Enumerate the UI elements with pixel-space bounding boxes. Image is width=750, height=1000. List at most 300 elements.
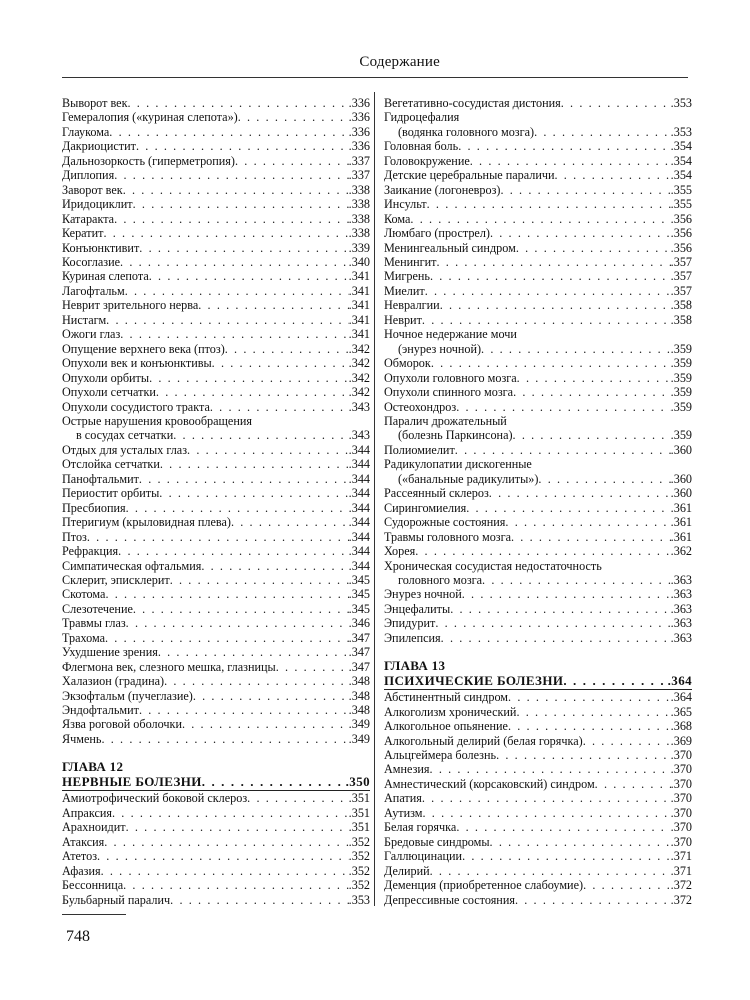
toc-entry[interactable]: [384, 269, 692, 283]
toc-entry-title: Халазион (градина): [62, 674, 165, 689]
leader-dots: [430, 269, 671, 283]
toc-entry-page: .347: [348, 645, 370, 660]
toc-entry-title: Куриная слепота: [62, 269, 149, 284]
leader-dots: [101, 864, 349, 878]
toc-entry-title: Миелит: [384, 283, 425, 298]
toc-entry-title: Опухоли головного мозга: [384, 370, 517, 385]
toc-entry-title: Энцефалиты: [384, 601, 451, 616]
toc-entry-page: .370: [670, 748, 692, 763]
toc-entry-title: Неврит зрительного нерва: [62, 298, 199, 313]
toc-entry-title-cont: в сосудах сетчатки: [76, 428, 174, 443]
toc-entry[interactable]: [384, 893, 692, 907]
leader-dots: [456, 400, 670, 414]
toc-entry[interactable]: [62, 573, 370, 587]
leader-dots: [128, 96, 349, 110]
toc-entry-title: Остеохондроз: [384, 399, 457, 414]
leader-dots: [563, 673, 667, 689]
toc-entry-title: Судорожные состояния: [384, 515, 506, 530]
leader-dots: [87, 530, 349, 544]
leader-dots: [126, 820, 349, 834]
toc-entry[interactable]: [62, 674, 370, 688]
toc-entry[interactable]: [384, 168, 692, 182]
toc-entry[interactable]: [62, 689, 370, 703]
toc-entry-page: .358: [670, 312, 692, 327]
leader-dots: [482, 573, 671, 587]
toc-entry-page: .353: [670, 96, 692, 110]
toc-entry[interactable]: [62, 212, 370, 226]
toc-entry[interactable]: [384, 748, 692, 762]
toc-entry-title: Амнестический (корсаковский) синдром: [384, 776, 595, 791]
toc-entry[interactable]: [384, 241, 692, 255]
toc-entry-title: Опухоли орбиты: [62, 370, 150, 385]
toc-entry[interactable]: [62, 457, 370, 471]
toc-entry-title: Обморок: [384, 356, 431, 371]
toc-entry[interactable]: [62, 197, 370, 211]
toc-entry[interactable]: [384, 197, 692, 211]
toc-entry[interactable]: [384, 428, 692, 442]
toc-entry-page: .339: [348, 240, 370, 255]
toc-entry[interactable]: [62, 602, 370, 616]
toc-entry[interactable]: [384, 125, 692, 139]
toc-entry-page: .352: [348, 863, 370, 878]
toc-entry-page: .370: [670, 791, 692, 806]
leader-dots: [508, 690, 671, 704]
toc-entry[interactable]: [384, 777, 692, 791]
toc-entry-title-cont: («банальные радикулиты»): [398, 471, 539, 486]
leader-dots: [139, 703, 349, 717]
toc-entry-title: Мигрень: [384, 269, 430, 284]
toc-entry-page: .351: [348, 805, 370, 820]
toc-entry[interactable]: [384, 284, 692, 298]
toc-entry-title: Отслойка сетчатки: [62, 457, 160, 472]
leader-dots: [538, 472, 670, 486]
leader-dots: [97, 849, 349, 863]
toc-entry[interactable]: [384, 820, 692, 834]
leader-dots: [511, 530, 671, 544]
toc-entry[interactable]: [62, 96, 370, 110]
toc-entry-title: Опущение верхнего века (птоз): [62, 341, 225, 356]
toc-entry-page: .341: [348, 327, 370, 342]
leader-dots: [410, 212, 670, 226]
toc-entry[interactable]: [384, 226, 692, 240]
toc-entry-page: .359: [670, 341, 692, 356]
toc-entry-title: Опухоли спинного мозга: [384, 385, 514, 400]
toc-entry-title: Алкогольное опьянение: [384, 719, 508, 734]
toc-entry-page: .344: [348, 457, 370, 472]
toc-entry-title: Гидроцефалия: [384, 110, 460, 125]
toc-entry-title: Атаксия: [62, 834, 105, 849]
leader-dots: [435, 616, 670, 630]
leader-dots: [437, 255, 671, 269]
toc-entry[interactable]: [384, 96, 692, 110]
leader-dots: [423, 806, 671, 820]
toc-entry[interactable]: [384, 154, 692, 168]
toc-entry-title: Дакриоцистит: [62, 139, 136, 154]
toc-entry-title: Радикулопатии дискогенные: [384, 457, 532, 472]
toc-entry[interactable]: [62, 125, 370, 139]
leader-dots: [481, 342, 671, 356]
leader-dots: [508, 719, 671, 733]
toc-entry[interactable]: [62, 356, 370, 370]
toc-entry-title: Алкогольный делирий (белая горячка): [384, 733, 583, 748]
leader-dots: [164, 674, 349, 688]
toc-entry[interactable]: [62, 183, 370, 197]
leader-dots: [456, 820, 670, 834]
chapter-title[interactable]: [62, 774, 370, 791]
toc-entry[interactable]: [62, 660, 370, 674]
toc-entry-title: Травмы глаз: [62, 616, 126, 631]
toc-entry[interactable]: [384, 835, 692, 849]
toc-entry-page: .361: [670, 529, 692, 544]
toc-entry-title: Апраксия: [62, 805, 112, 820]
toc-entry[interactable]: [62, 385, 370, 399]
leader-dots: [430, 864, 671, 878]
leader-dots: [583, 734, 671, 748]
leader-dots: [225, 342, 349, 356]
leader-dots: [126, 616, 349, 630]
leader-dots: [489, 486, 671, 500]
toc-entry-page: .344: [348, 529, 370, 544]
toc-entry[interactable]: [62, 400, 370, 414]
toc-entry-title: Рассеянный склероз: [384, 486, 489, 501]
toc-entry-page: .344: [348, 558, 370, 573]
toc-entry-title: Выворот век: [62, 96, 128, 110]
toc-entry[interactable]: [62, 342, 370, 356]
toc-entry[interactable]: [62, 226, 370, 240]
toc-entry[interactable]: [384, 400, 692, 414]
toc-column-left: [62, 96, 370, 907]
toc-entry[interactable]: [384, 587, 692, 601]
toc-entry[interactable]: [62, 717, 370, 731]
toc-entry-title: Диплопия: [62, 168, 115, 183]
toc-entry-title: Деменция (приобретенное слабоумие): [384, 878, 584, 893]
toc-entry[interactable]: [384, 762, 692, 776]
toc-entry-page: .341: [348, 283, 370, 298]
toc-entry-title: Афазия: [62, 863, 101, 878]
leader-dots: [160, 457, 349, 471]
toc-entry[interactable]: [62, 559, 370, 573]
toc-entry-page: .356: [670, 211, 692, 226]
toc-entry-page: .352: [348, 849, 370, 864]
toc-entry-page: .345: [348, 572, 370, 587]
toc-entry[interactable]: [384, 864, 692, 878]
chapter-gap: [62, 746, 370, 759]
toc-entry[interactable]: [62, 168, 370, 182]
leader-dots: [516, 705, 670, 719]
leader-dots: [462, 849, 671, 863]
toc-entry-page: .360: [670, 442, 692, 457]
toc-entry[interactable]: [384, 791, 692, 805]
toc-entry[interactable]: [62, 255, 370, 269]
toc-entry-page: .341: [348, 269, 370, 284]
toc-entry[interactable]: [62, 878, 370, 892]
leader-dots: [173, 428, 348, 442]
toc-entry-title: Детские церебральные параличи: [384, 168, 555, 183]
toc-entry[interactable]: [384, 878, 692, 892]
toc-entry[interactable]: [62, 501, 370, 515]
toc-entry[interactable]: [384, 544, 692, 558]
toc-entry[interactable]: [62, 835, 370, 849]
toc-entry-title: Бредовые синдромы: [384, 834, 490, 849]
leader-dots: [156, 385, 349, 399]
leader-dots: [105, 587, 348, 601]
toc-entry-page: .364: [670, 690, 692, 705]
leader-dots: [159, 486, 348, 500]
toc-entry-page: .336: [348, 110, 370, 125]
leader-dots: [149, 371, 349, 385]
toc-entry[interactable]: [384, 734, 692, 748]
leader-dots: [415, 544, 670, 558]
toc-entry-page: .354: [670, 139, 692, 154]
toc-entry-title: Головная боль: [384, 139, 459, 154]
chapter-label: ГЛАВА 13: [384, 658, 446, 674]
toc-entry-title: Головокружение: [384, 153, 470, 168]
toc-entry-page: .361: [670, 515, 692, 530]
toc-entry[interactable]: [62, 154, 370, 168]
toc-entry[interactable]: [62, 428, 370, 442]
leader-dots: [425, 284, 671, 298]
toc-entry[interactable]: [384, 705, 692, 719]
toc-entry[interactable]: [384, 501, 692, 515]
toc-entry-title: Апатия: [384, 791, 422, 806]
leader-dots: [462, 587, 671, 601]
toc-entry-page: .359: [670, 356, 692, 371]
toc-entry[interactable]: [62, 616, 370, 630]
toc-entry[interactable]: [62, 544, 370, 558]
toc-entry-title: Депрессивные состояния: [384, 892, 515, 907]
toc-entry[interactable]: [384, 255, 692, 269]
toc-entry-title: Заикание (логоневроз): [384, 182, 501, 197]
toc-entry-title: Абстинентный синдром: [384, 690, 509, 705]
toc-entry[interactable]: [62, 443, 370, 457]
leader-dots: [490, 226, 671, 240]
toc-entry[interactable]: [384, 183, 692, 197]
toc-entry-page: .336: [348, 139, 370, 154]
leader-dots: [133, 602, 349, 616]
toc-entry-title: Дальнозоркость (гиперметропия): [62, 153, 235, 168]
toc-entry[interactable]: [384, 443, 692, 457]
leader-dots: [120, 327, 348, 341]
toc-entry-page: .370: [670, 762, 692, 777]
toc-entry-page: .344: [348, 486, 370, 501]
leader-dots: [583, 878, 671, 892]
leader-dots: [123, 878, 349, 892]
toc-entry[interactable]: [62, 515, 370, 529]
chapter-gap: [384, 645, 692, 658]
toc-entry[interactable]: [62, 530, 370, 544]
toc-entry[interactable]: [62, 298, 370, 312]
leader-dots: [202, 774, 346, 790]
leader-dots: [513, 385, 671, 399]
leader-dots: [276, 660, 349, 674]
toc-entry-page: .344: [348, 500, 370, 515]
toc-entry-page: .338: [348, 211, 370, 226]
toc-entry-title: Белая горячка: [384, 820, 457, 835]
toc-entry[interactable]: [62, 139, 370, 153]
toc-entry-title-cont: головного мозга: [398, 572, 483, 587]
toc-entry-title: Люмбаго (прострел): [384, 226, 490, 241]
leader-dots: [470, 154, 671, 168]
toc-entry[interactable]: [62, 791, 370, 805]
toc-entry[interactable]: [384, 631, 692, 645]
toc-entry-title: Кератит: [62, 226, 104, 241]
toc-entry-page: .353: [670, 124, 692, 139]
toc-entry[interactable]: [62, 472, 370, 486]
toc-entry-title: Трахома: [62, 630, 106, 645]
leader-dots: [500, 183, 670, 197]
leader-dots: [440, 298, 671, 312]
toc-entry-page: .343: [348, 428, 370, 443]
toc-entry-title: Конъюнктивит: [62, 240, 140, 255]
toc-entry[interactable]: [384, 371, 692, 385]
toc-entry-title: Рефракция: [62, 544, 119, 559]
toc-entry-title: Альцгеймера болезнь: [384, 748, 497, 763]
leader-dots: [112, 806, 349, 820]
toc-entry-page: .363: [670, 572, 692, 587]
toc-entry-title: Нистагм: [62, 312, 107, 327]
footer-rule: [62, 914, 126, 915]
toc-entry[interactable]: [384, 298, 692, 312]
toc-entry-page: .357: [670, 283, 692, 298]
leader-dots: [170, 573, 349, 587]
leader-dots: [139, 472, 349, 486]
toc-entry-title: Скотома: [62, 587, 106, 602]
toc-entry-page: .369: [670, 733, 692, 748]
toc-entry-page: .349: [348, 731, 370, 746]
toc-entry-page: .342: [348, 370, 370, 385]
toc-entry[interactable]: [384, 806, 692, 820]
toc-entry[interactable]: [62, 806, 370, 820]
toc-entry[interactable]: [62, 313, 370, 327]
toc-entry-title: Атетоз: [62, 849, 98, 864]
toc-entry-title: Алкоголизм хронический: [384, 704, 517, 719]
toc-entry[interactable]: [384, 472, 692, 486]
toc-entry-title: Эпидурит: [384, 616, 436, 631]
toc-entry-page: .351: [348, 820, 370, 835]
toc-entry-page: .336: [348, 124, 370, 139]
leader-dots: [149, 269, 349, 283]
toc-entry[interactable]: [62, 587, 370, 601]
toc-entry[interactable]: [62, 110, 370, 124]
toc-entry-page: .368: [670, 719, 692, 734]
toc-entry-title: Ночное недержание мочи: [384, 327, 517, 342]
toc-entry[interactable]: [62, 241, 370, 255]
toc-entry[interactable]: [384, 385, 692, 399]
toc-entry[interactable]: [384, 515, 692, 529]
toc-entry[interactable]: [62, 269, 370, 283]
toc-entry-page: .360: [670, 486, 692, 501]
toc-entry-page: .357: [670, 254, 692, 269]
toc-entry-page: .354: [670, 168, 692, 183]
toc-entry-title: Флегмона век, слезного мешка, глазницы: [62, 659, 276, 674]
toc-entry[interactable]: [384, 212, 692, 226]
toc-entry[interactable]: [384, 719, 692, 733]
chapter-title[interactable]: [384, 673, 692, 690]
toc-entry-title: Периостит орбиты: [62, 486, 160, 501]
toc-entry-title: Острые нарушения кровообращения: [62, 413, 252, 428]
toc-entry-title: Менингеальный синдром: [384, 240, 516, 255]
toc-entry[interactable]: [62, 893, 370, 907]
column-divider: [374, 92, 375, 906]
leader-dots: [123, 183, 349, 197]
toc-entry-page: .351: [348, 791, 370, 806]
leader-dots: [139, 241, 348, 255]
chapter-title-text: ПСИХИЧЕСКИЕ БОЛЕЗНИ: [384, 673, 564, 689]
toc-entry-page: .370: [670, 776, 692, 791]
toc-entry[interactable]: [62, 631, 370, 645]
toc-entry[interactable]: [62, 371, 370, 385]
toc-entry[interactable]: [62, 703, 370, 717]
toc-entry[interactable]: [62, 645, 370, 659]
toc-entry[interactable]: [384, 356, 692, 370]
toc-entry-page: .357: [670, 269, 692, 284]
leader-dots: [430, 762, 671, 776]
toc-entry[interactable]: [62, 732, 370, 746]
toc-entry[interactable]: [384, 486, 692, 500]
toc-entry-title: Арахноидит: [62, 820, 126, 835]
toc-entry[interactable]: [384, 313, 692, 327]
toc-entry-page: .353: [348, 892, 370, 907]
leader-dots: [517, 371, 671, 385]
toc-entry-title: Склерит, эписклерит: [62, 572, 170, 587]
toc-entry[interactable]: [384, 573, 692, 587]
leader-dots: [210, 400, 349, 414]
toc-entry[interactable]: [384, 139, 692, 153]
toc-entry-title: Опухоли сосудистого тракта: [62, 399, 210, 414]
toc-entry-title-cont: (болезнь Паркинсона): [398, 428, 513, 443]
toc-entry[interactable]: [384, 602, 692, 616]
leader-dots: [101, 732, 348, 746]
toc-entry-title: Опухоли сетчатки: [62, 385, 156, 400]
toc-entry-page: .349: [348, 717, 370, 732]
toc-entry-page: .338: [348, 197, 370, 212]
toc-entry-page: .348: [348, 674, 370, 689]
toc-entry-title: Ожоги глаз: [62, 327, 121, 342]
leader-dots: [231, 515, 349, 529]
toc-entry[interactable]: [384, 690, 692, 704]
toc-entry-title: Галлюцинации: [384, 849, 463, 864]
toc-entry-title: Гемералопия («куриная слепота»): [62, 110, 238, 125]
leader-dots: [193, 689, 349, 703]
toc-entry[interactable]: [62, 284, 370, 298]
toc-entry[interactable]: [384, 849, 692, 863]
leader-dots: [125, 284, 349, 298]
toc-entry[interactable]: [384, 342, 692, 356]
chapter-title-text: НЕРВНЫЕ БОЛЕЗНИ: [62, 774, 202, 790]
leader-dots: [516, 241, 671, 255]
toc-entry[interactable]: [62, 820, 370, 834]
toc-entry-title: Слезотечение: [62, 601, 133, 616]
toc-entry-title: Менингит: [384, 254, 437, 269]
toc-entry-page: .363: [670, 587, 692, 602]
toc-entry-title: Опухоли век и конъюнктивы: [62, 356, 212, 371]
toc-entry-title: Заворот век: [62, 182, 123, 197]
toc-entry[interactable]: [62, 864, 370, 878]
leader-dots: [555, 168, 671, 182]
toc-entry-page: .359: [670, 399, 692, 414]
toc-entry[interactable]: [62, 327, 370, 341]
toc-entry-page: .345: [348, 601, 370, 616]
toc-entry-page: .362: [670, 544, 692, 559]
toc-entry[interactable]: [384, 616, 692, 630]
toc-entry-page: .358: [670, 298, 692, 313]
toc-entry-title-cont: (энурез ночной): [398, 341, 482, 356]
toc-entry[interactable]: [62, 849, 370, 863]
toc-entry[interactable]: [384, 530, 692, 544]
toc-entry-title: Бульбарный паралич: [62, 892, 171, 907]
toc-entry[interactable]: [62, 486, 370, 500]
leader-dots: [238, 110, 349, 124]
